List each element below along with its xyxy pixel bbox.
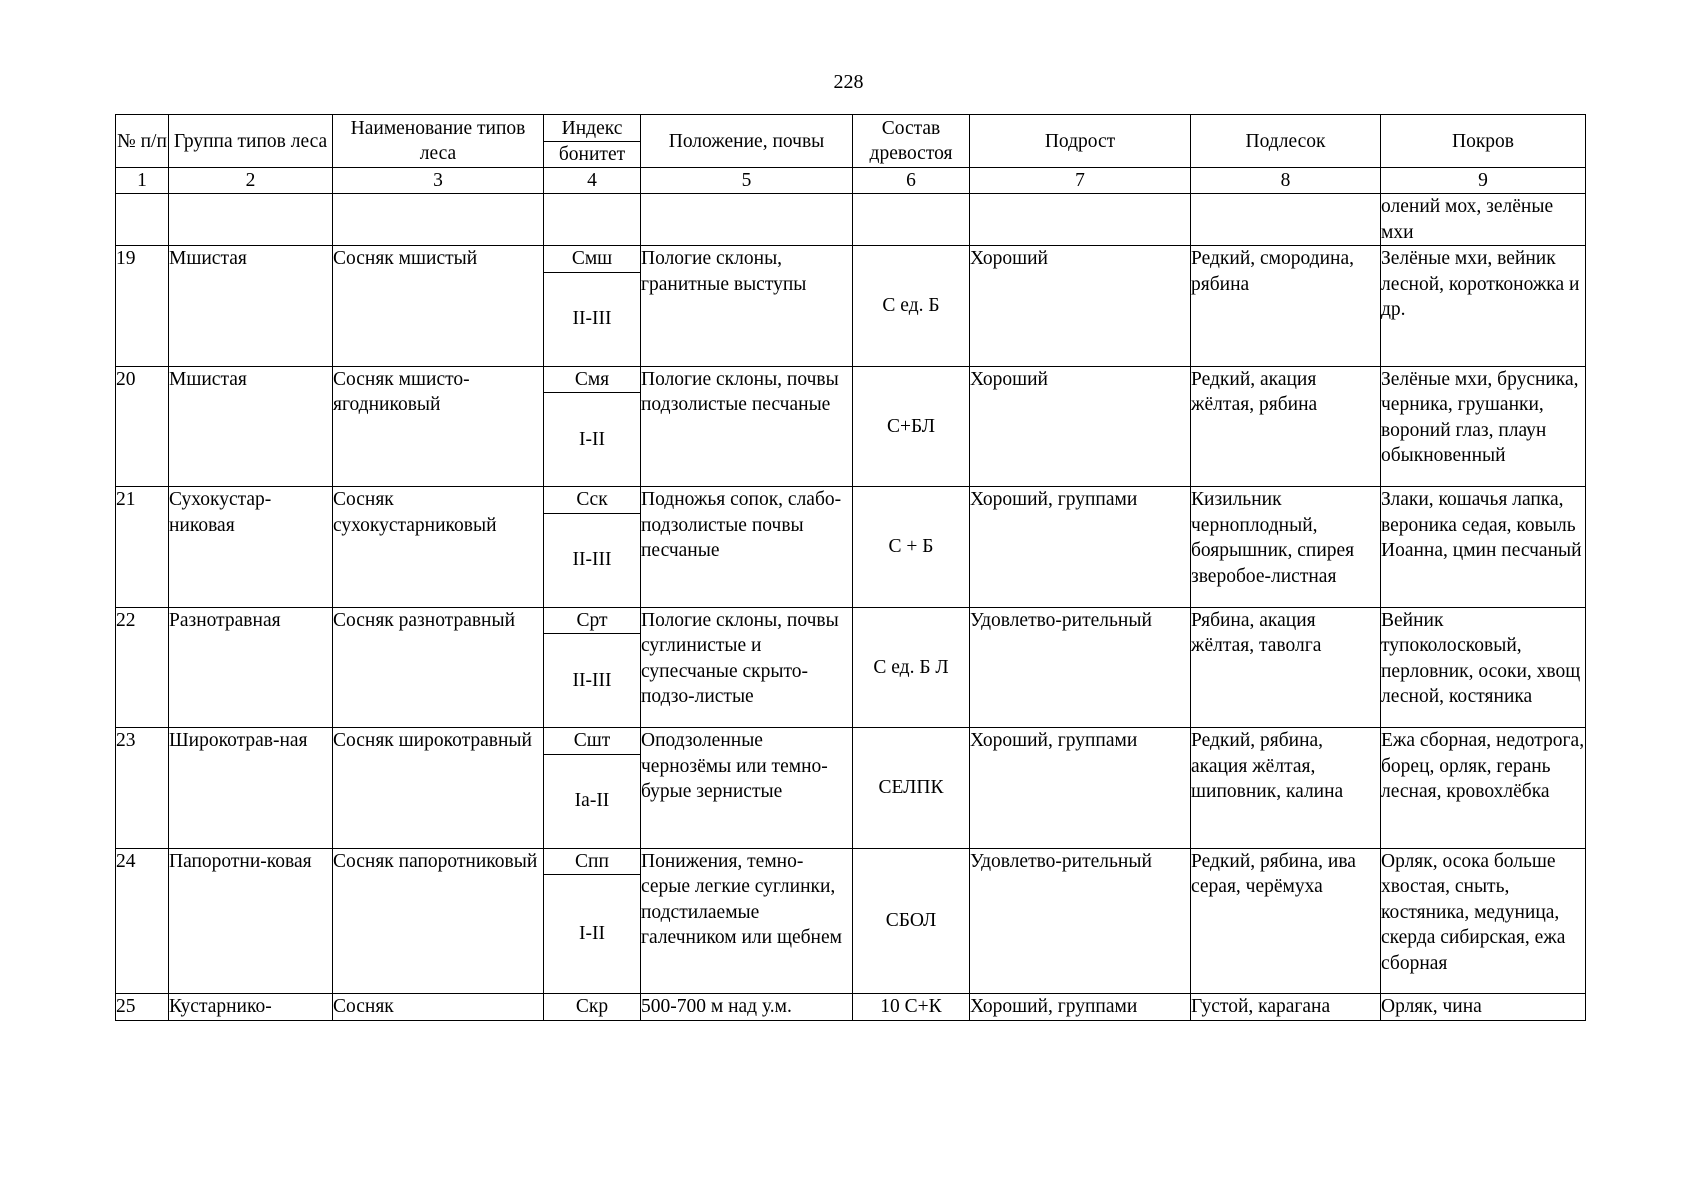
- cell-index: Спп: [544, 848, 641, 875]
- cell-group: Широкотрав-ная: [169, 728, 333, 849]
- cell-underbrush: Редкий, рябина, ива серая, черёмуха: [1191, 848, 1381, 994]
- forest-types-table: [115, 114, 1586, 1021]
- table-row: [116, 728, 1586, 755]
- cell-underbrush: Редкий, акация жёлтая, рябина: [1191, 366, 1381, 487]
- column-number: 5: [641, 168, 853, 194]
- cell-composition: 10 С+К: [853, 994, 970, 1021]
- table-row: [116, 848, 1586, 875]
- cell-cover: Зелёные мхи, брусника, черника, грушанки, вороний глаз, плаун обыкновенный: [1381, 366, 1586, 487]
- cell-index: Смя: [544, 366, 641, 393]
- cell-group: Папоротни-ковая: [169, 848, 333, 994]
- cell-underbrush: Редкий, смородина, рябина: [1191, 246, 1381, 367]
- cell-position: 500-700 м над у.м.: [641, 994, 853, 1021]
- column-number: 2: [169, 168, 333, 194]
- cell-group: Кустарнико-: [169, 994, 333, 1021]
- cell-cover: олений мох, зелёные мхи: [1381, 194, 1586, 246]
- cell-name: Сосняк широкотравный: [333, 728, 544, 849]
- header-group: Группа типов леса: [169, 115, 333, 168]
- cell-name: Сосняк папоротниковый: [333, 848, 544, 994]
- table-body: [116, 194, 1586, 1021]
- column-number: 8: [1191, 168, 1381, 194]
- column-number: 4: [544, 168, 641, 194]
- cell-name: Сосняк: [333, 994, 544, 1021]
- cell-underbrush: Кизильник черноплодный, боярышник, спирея зверобое-листная: [1191, 487, 1381, 608]
- cell-undergrowth: Хороший, группами: [970, 728, 1191, 849]
- cell-composition: С + Б: [853, 487, 970, 608]
- cell-position: Пологие склоны, гранитные выступы: [641, 246, 853, 367]
- header-underbrush: Подлесок: [1191, 115, 1381, 168]
- cell-number: 20: [116, 366, 169, 487]
- cell-underbrush: Редкий, рябина, акация жёлтая, шиповник, калина: [1191, 728, 1381, 849]
- cell-cover: Ежа сборная, недотрога, борец, орляк, герань лесная, кровохлёбка: [1381, 728, 1586, 849]
- cell-undergrowth: Удовлетво-рительный: [970, 607, 1191, 728]
- cell-undergrowth: Хороший, группами: [970, 994, 1191, 1021]
- table-header: [116, 115, 1586, 194]
- cell-name: Сосняк разнотравный: [333, 607, 544, 728]
- header-position: Положение, почвы: [641, 115, 853, 168]
- cell-cover: Орляк, чина: [1381, 994, 1586, 1021]
- page-number: 228: [833, 71, 864, 93]
- column-number: 7: [970, 168, 1191, 194]
- column-number: 9: [1381, 168, 1586, 194]
- cell-composition: С+БЛ: [853, 366, 970, 487]
- cell-bonitet: I-II: [544, 393, 641, 487]
- cell-number: 22: [116, 607, 169, 728]
- cell-bonitet: Ia-II: [544, 754, 641, 848]
- header-name: Наименование типов леса: [333, 115, 544, 168]
- cell-position: Понижения, темно-серые легкие суглинки, подстилаемые галечником или щебнем: [641, 848, 853, 994]
- cell-group: Мшистая: [169, 366, 333, 487]
- cell-underbrush: Рябина, акация жёлтая, таволга: [1191, 607, 1381, 728]
- header-index: Индекс: [544, 115, 641, 142]
- cell-name: Сосняк мшисто-ягодниковый: [333, 366, 544, 487]
- cell-bonitet: II-III: [544, 513, 641, 607]
- cell-number: 19: [116, 246, 169, 367]
- cell-undergrowth: Удовлетво-рительный: [970, 848, 1191, 994]
- cell-composition: СЕЛПК: [853, 728, 970, 849]
- cell-bonitet: II-III: [544, 634, 641, 728]
- header-cover: Покров: [1381, 115, 1586, 168]
- table-row: [116, 487, 1586, 514]
- header-number: № п/п: [116, 115, 169, 168]
- table-row: [116, 607, 1586, 634]
- cell-index: Скр: [544, 994, 641, 1021]
- header-composition: Состав древостоя: [853, 115, 970, 168]
- table-row: [116, 366, 1586, 393]
- cell-position: Пологие склоны, почвы подзолистые песчаные: [641, 366, 853, 487]
- cell-number: 24: [116, 848, 169, 994]
- cell-bonitet: II-III: [544, 272, 641, 366]
- cell-undergrowth: Хороший: [970, 366, 1191, 487]
- cell-index: Смш: [544, 246, 641, 273]
- cell-position: Пологие склоны, почвы суглинистые и супесчаные скрыто-подзо-листые: [641, 607, 853, 728]
- table-row: [116, 246, 1586, 273]
- cell-name: Сосняк сухокустарниковый: [333, 487, 544, 608]
- cell-composition: С ед. Б: [853, 246, 970, 367]
- cell-composition: СБОЛ: [853, 848, 970, 994]
- cell-cover: Орляк, осока больше хвостая, сныть, костяника, медуница, скерда сибирская, ежа сборная: [1381, 848, 1586, 994]
- cell-cover: Вейник тупоколосковый, перловник, осоки, хвощ лесной, костяника: [1381, 607, 1586, 728]
- cell-name: Сосняк мшистый: [333, 246, 544, 367]
- table-row-last: [116, 994, 1586, 1021]
- cell-group: Мшистая: [169, 246, 333, 367]
- cell-composition: С ед. Б Л: [853, 607, 970, 728]
- column-number: 6: [853, 168, 970, 194]
- header-bonitet: бонитет: [544, 142, 641, 168]
- column-number: 3: [333, 168, 544, 194]
- cell-group: Сухокустар-никовая: [169, 487, 333, 608]
- column-numbers-row: [116, 168, 1586, 194]
- column-number: 1: [116, 168, 169, 194]
- cell-index: Срт: [544, 607, 641, 634]
- cell-index: Сшт: [544, 728, 641, 755]
- cell-number: 21: [116, 487, 169, 608]
- cell-number: 25: [116, 994, 169, 1021]
- cell-underbrush: Густой, карагана: [1191, 994, 1381, 1021]
- cell-undergrowth: Хороший: [970, 246, 1191, 367]
- cell-cover: Злаки, кошачья лапка, вероника седая, ковыль Иоанна, цмин песчаный: [1381, 487, 1586, 608]
- cell-number: 23: [116, 728, 169, 849]
- header-undergrowth: Подрост: [970, 115, 1191, 168]
- cell-undergrowth: Хороший, группами: [970, 487, 1191, 608]
- cell-position: Оподзоленные чернозёмы или темно-бурые зернистые: [641, 728, 853, 849]
- continuation-row: [116, 194, 1586, 246]
- cell-group: Разнотравная: [169, 607, 333, 728]
- cell-cover: Зелёные мхи, вейник лесной, коротконожка и др.: [1381, 246, 1586, 367]
- cell-position: Подножья сопок, слабо-подзолистые почвы песчаные: [641, 487, 853, 608]
- cell-index: Сск: [544, 487, 641, 514]
- cell-bonitet: I-II: [544, 875, 641, 994]
